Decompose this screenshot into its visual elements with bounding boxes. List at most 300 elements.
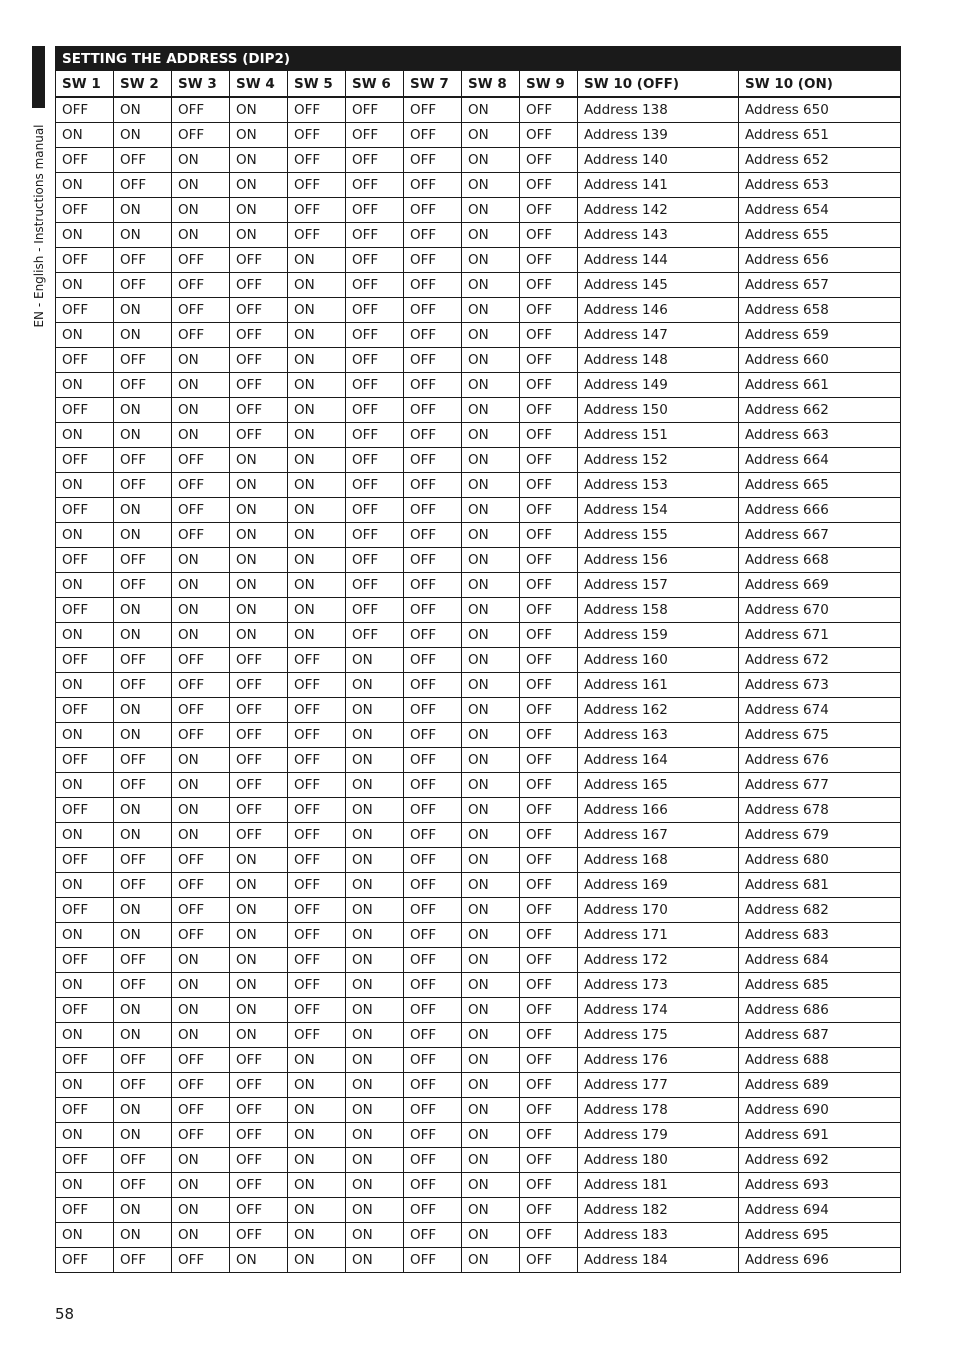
table-cell: Address 156 (578, 548, 739, 573)
table-cell: OFF (520, 948, 578, 973)
table-cell: OFF (172, 698, 230, 723)
table-cell: ON (288, 1198, 346, 1223)
table-cell: OFF (346, 498, 404, 523)
table-cell: OFF (288, 123, 346, 148)
table-cell: ON (346, 1023, 404, 1048)
table-cell: ON (462, 97, 520, 123)
table-cell: OFF (230, 248, 288, 273)
table-cell: ON (288, 573, 346, 598)
table-cell: OFF (520, 1198, 578, 1223)
table-cell: ON (462, 948, 520, 973)
table-cell: Address 687 (739, 1023, 901, 1048)
table-cell: OFF (172, 923, 230, 948)
table-cell: Address 685 (739, 973, 901, 998)
table-cell: Address 675 (739, 723, 901, 748)
table-row (56, 473, 901, 498)
table-cell: OFF (520, 623, 578, 648)
table-row (56, 523, 901, 548)
table-cell: ON (462, 823, 520, 848)
table-row (56, 1148, 901, 1173)
table-cell: ON (172, 198, 230, 223)
table-cell: OFF (404, 623, 462, 648)
table-cell: OFF (56, 548, 114, 573)
table-cell: OFF (230, 798, 288, 823)
table-cell: ON (346, 648, 404, 673)
table-cell: OFF (520, 673, 578, 698)
table-cell: OFF (288, 1023, 346, 1048)
table-cell: OFF (288, 97, 346, 123)
table-cell: OFF (230, 1048, 288, 1073)
table-cell: OFF (230, 348, 288, 373)
table-cell: OFF (172, 523, 230, 548)
table-cell: OFF (404, 248, 462, 273)
table-cell: ON (230, 473, 288, 498)
table-cell: OFF (172, 123, 230, 148)
table-row (56, 1073, 901, 1098)
table-cell: OFF (114, 573, 172, 598)
table-cell: OFF (520, 498, 578, 523)
table-cell: OFF (288, 773, 346, 798)
table-cell: ON (462, 248, 520, 273)
table-cell: OFF (404, 1198, 462, 1223)
table-cell: ON (56, 823, 114, 848)
table-cell: OFF (346, 97, 404, 123)
table-cell: Address 676 (739, 748, 901, 773)
table-cell: OFF (56, 748, 114, 773)
table-row (56, 648, 901, 673)
table-cell: Address 160 (578, 648, 739, 673)
table-cell: ON (462, 773, 520, 798)
table-cell: OFF (404, 323, 462, 348)
table-cell: ON (230, 1248, 288, 1273)
table-cell: OFF (56, 148, 114, 173)
table-cell: OFF (172, 248, 230, 273)
table-cell: Address 150 (578, 398, 739, 423)
table-row (56, 898, 901, 923)
table-cell: ON (346, 823, 404, 848)
table-cell: OFF (346, 373, 404, 398)
table-cell: ON (346, 723, 404, 748)
table-cell: OFF (404, 473, 462, 498)
table-row (56, 448, 901, 473)
table-cell: OFF (172, 1098, 230, 1123)
table-cell: ON (346, 1048, 404, 1073)
table-cell: Address 661 (739, 373, 901, 398)
table-cell: OFF (56, 848, 114, 873)
table-cell: ON (114, 223, 172, 248)
table-cell: ON (288, 1098, 346, 1123)
table-cell: OFF (520, 1048, 578, 1073)
table-cell: OFF (56, 97, 114, 123)
table-cell: OFF (346, 423, 404, 448)
table-cell: OFF (172, 723, 230, 748)
table-cell: OFF (520, 198, 578, 223)
table-cell: ON (462, 848, 520, 873)
table-cell: OFF (520, 1098, 578, 1123)
table-cell: ON (56, 1173, 114, 1198)
table-cell: OFF (288, 973, 346, 998)
table-title: SETTING THE ADDRESS (DIP2) (56, 47, 901, 71)
table-cell: ON (288, 323, 346, 348)
table-cell: Address 162 (578, 698, 739, 723)
table-cell: ON (462, 723, 520, 748)
table-cell: ON (172, 948, 230, 973)
table-cell: Address 663 (739, 423, 901, 448)
table-cell: ON (230, 498, 288, 523)
table-cell: ON (114, 598, 172, 623)
table-row (56, 198, 901, 223)
page-number: 58 (55, 1305, 75, 1323)
table-cell: ON (172, 823, 230, 848)
table-cell: ON (346, 1123, 404, 1148)
table-cell: ON (56, 1073, 114, 1098)
table-cell: ON (346, 773, 404, 798)
table-cell: Address 182 (578, 1198, 739, 1223)
table-cell: ON (462, 798, 520, 823)
table-cell: ON (172, 1148, 230, 1173)
table-cell: ON (288, 623, 346, 648)
table-cell: OFF (288, 798, 346, 823)
table-cell: OFF (114, 948, 172, 973)
table-cell: Address 693 (739, 1173, 901, 1198)
table-row (56, 873, 901, 898)
table-cell: OFF (346, 448, 404, 473)
table-cell: OFF (114, 1073, 172, 1098)
table-cell: ON (230, 948, 288, 973)
table-cell: OFF (404, 498, 462, 523)
table-cell: OFF (230, 1148, 288, 1173)
table-cell: OFF (404, 1173, 462, 1198)
table-row (56, 973, 901, 998)
table-cell: ON (462, 748, 520, 773)
table-cell: Address 669 (739, 573, 901, 598)
table-cell: ON (288, 273, 346, 298)
table-cell: Address 143 (578, 223, 739, 248)
table-row (56, 723, 901, 748)
table-cell: OFF (172, 1048, 230, 1073)
table-cell: Address 652 (739, 148, 901, 173)
table-cell: ON (172, 573, 230, 598)
table-cell: Address 142 (578, 198, 739, 223)
table-cell: ON (114, 1198, 172, 1223)
table-cell: OFF (520, 423, 578, 448)
table-cell: ON (114, 798, 172, 823)
table-cell: OFF (288, 948, 346, 973)
table-cell: ON (56, 673, 114, 698)
table-cell: ON (346, 798, 404, 823)
column-header: SW 5 (288, 71, 346, 98)
table-cell: ON (346, 973, 404, 998)
table-cell: OFF (114, 248, 172, 273)
table-cell: ON (114, 423, 172, 448)
table-cell: OFF (56, 298, 114, 323)
table-cell: OFF (230, 273, 288, 298)
table-cell: Address 183 (578, 1223, 739, 1248)
table-cell: OFF (404, 398, 462, 423)
table-cell: Address 166 (578, 798, 739, 823)
table-cell: OFF (520, 173, 578, 198)
table-cell: Address 689 (739, 1073, 901, 1098)
table-cell: OFF (288, 898, 346, 923)
table-cell: ON (346, 1098, 404, 1123)
table-cell: OFF (346, 348, 404, 373)
table-cell: OFF (404, 123, 462, 148)
table-cell: ON (462, 1073, 520, 1098)
table-cell: ON (114, 698, 172, 723)
table-row (56, 1023, 901, 1048)
table-cell: Address 158 (578, 598, 739, 623)
table-cell: OFF (520, 523, 578, 548)
table-cell: OFF (114, 148, 172, 173)
table-cell: OFF (56, 948, 114, 973)
table-cell: OFF (404, 1073, 462, 1098)
table-cell: ON (462, 573, 520, 598)
column-header-row (56, 71, 901, 98)
table-cell: OFF (230, 648, 288, 673)
table-cell: ON (346, 1148, 404, 1173)
column-header: SW 3 (172, 71, 230, 98)
table-cell: OFF (230, 1223, 288, 1248)
table-cell: ON (56, 1223, 114, 1248)
table-cell: OFF (520, 873, 578, 898)
table-cell: OFF (56, 998, 114, 1023)
table-cell: OFF (520, 123, 578, 148)
table-cell: ON (56, 723, 114, 748)
table-cell: OFF (404, 873, 462, 898)
table-cell: Address 147 (578, 323, 739, 348)
table-cell: OFF (520, 723, 578, 748)
table-cell: ON (462, 1173, 520, 1198)
table-cell: ON (114, 498, 172, 523)
table-cell: ON (56, 423, 114, 448)
table-cell: OFF (520, 1073, 578, 1098)
table-cell: OFF (404, 773, 462, 798)
table-row (56, 848, 901, 873)
table-cell: OFF (56, 498, 114, 523)
table-cell: ON (56, 973, 114, 998)
table-cell: OFF (404, 948, 462, 973)
table-cell: ON (172, 973, 230, 998)
table-cell: ON (114, 1223, 172, 1248)
table-cell: ON (172, 623, 230, 648)
table-cell: OFF (404, 423, 462, 448)
table-cell: Address 694 (739, 1198, 901, 1223)
column-header: SW 10 (OFF) (578, 71, 739, 98)
table-cell: OFF (230, 298, 288, 323)
table-row (56, 423, 901, 448)
table-cell: OFF (114, 848, 172, 873)
table-cell: Address 178 (578, 1098, 739, 1123)
table-cell: Address 665 (739, 473, 901, 498)
table-cell: ON (462, 1148, 520, 1173)
table-cell: OFF (172, 1073, 230, 1098)
table-cell: OFF (520, 398, 578, 423)
table-cell: OFF (172, 97, 230, 123)
table-cell: ON (462, 473, 520, 498)
table-row (56, 923, 901, 948)
table-cell: ON (288, 548, 346, 573)
table-cell: Address 650 (739, 97, 901, 123)
table-cell: ON (288, 523, 346, 548)
table-cell: ON (172, 148, 230, 173)
table-cell: ON (288, 348, 346, 373)
table-row (56, 1098, 901, 1123)
table-cell: ON (114, 898, 172, 923)
table-cell: OFF (114, 773, 172, 798)
table-cell: OFF (230, 773, 288, 798)
table-cell: ON (56, 373, 114, 398)
table-cell: ON (172, 748, 230, 773)
table-cell: OFF (288, 848, 346, 873)
table-cell: Address 654 (739, 198, 901, 223)
table-cell: OFF (288, 748, 346, 773)
table-cell: ON (114, 398, 172, 423)
table-cell: ON (288, 1123, 346, 1148)
table-cell: OFF (172, 448, 230, 473)
column-header: SW 8 (462, 71, 520, 98)
table-cell: Address 155 (578, 523, 739, 548)
table-row (56, 773, 901, 798)
table-cell: ON (462, 1223, 520, 1248)
table-cell: Address 165 (578, 773, 739, 798)
table-cell: ON (462, 923, 520, 948)
table-cell: OFF (288, 998, 346, 1023)
table-row (56, 323, 901, 348)
table-cell: ON (462, 523, 520, 548)
table-row (56, 1223, 901, 1248)
table-cell: Address 170 (578, 898, 739, 923)
table-cell: Address 662 (739, 398, 901, 423)
table-cell: OFF (520, 1023, 578, 1048)
table-cell: ON (56, 123, 114, 148)
table-row (56, 298, 901, 323)
table-row (56, 948, 901, 973)
table-cell: OFF (404, 798, 462, 823)
table-cell: ON (172, 598, 230, 623)
table-cell: OFF (404, 348, 462, 373)
table-cell: OFF (404, 1148, 462, 1173)
table-cell: ON (172, 773, 230, 798)
table-cell: ON (172, 1023, 230, 1048)
table-cell: ON (288, 248, 346, 273)
table-cell: OFF (230, 1198, 288, 1223)
table-cell: OFF (288, 648, 346, 673)
table-cell: OFF (114, 1173, 172, 1198)
table-cell: ON (462, 1048, 520, 1073)
table-cell: OFF (114, 973, 172, 998)
table-cell: Address 138 (578, 97, 739, 123)
table-cell: Address 159 (578, 623, 739, 648)
table-cell: Address 668 (739, 548, 901, 573)
table-row (56, 598, 901, 623)
table-cell: Address 688 (739, 1048, 901, 1073)
table-cell: OFF (172, 323, 230, 348)
table-row (56, 1048, 901, 1073)
table-cell: OFF (114, 448, 172, 473)
table-cell: OFF (404, 1023, 462, 1048)
table-cell: OFF (114, 1248, 172, 1273)
table-row (56, 573, 901, 598)
table-cell: OFF (346, 123, 404, 148)
table-cell: OFF (404, 548, 462, 573)
table-cell: ON (114, 998, 172, 1023)
table-cell: ON (230, 573, 288, 598)
table-cell: ON (172, 423, 230, 448)
table-cell: OFF (520, 473, 578, 498)
table-cell: ON (230, 173, 288, 198)
table-cell: OFF (404, 823, 462, 848)
table-cell: Address 655 (739, 223, 901, 248)
table-cell: ON (230, 523, 288, 548)
table-cell: Address 151 (578, 423, 739, 448)
table-cell: Address 164 (578, 748, 739, 773)
table-cell: OFF (404, 698, 462, 723)
table-cell: OFF (404, 273, 462, 298)
table-cell: Address 172 (578, 948, 739, 973)
table-row (56, 248, 901, 273)
table-cell: ON (462, 1098, 520, 1123)
table-cell: Address 163 (578, 723, 739, 748)
table-cell: ON (56, 773, 114, 798)
table-cell: OFF (172, 848, 230, 873)
table-cell: OFF (404, 898, 462, 923)
table-cell: ON (172, 373, 230, 398)
table-row (56, 1123, 901, 1148)
table-cell: OFF (346, 248, 404, 273)
table-cell: ON (56, 1123, 114, 1148)
table-cell: ON (172, 798, 230, 823)
table-cell: OFF (230, 1173, 288, 1198)
table-row (56, 373, 901, 398)
table-cell: OFF (346, 298, 404, 323)
table-cell: Address 666 (739, 498, 901, 523)
table-cell: ON (230, 548, 288, 573)
table-cell: OFF (172, 898, 230, 923)
table-cell: ON (56, 573, 114, 598)
table-cell: Address 667 (739, 523, 901, 548)
table-cell: OFF (230, 698, 288, 723)
table-cell: ON (462, 273, 520, 298)
table-cell: ON (288, 298, 346, 323)
table-cell: Address 175 (578, 1023, 739, 1048)
table-cell: OFF (404, 748, 462, 773)
table-cell: OFF (404, 573, 462, 598)
table-cell: OFF (230, 1123, 288, 1148)
table-cell: OFF (404, 223, 462, 248)
table-cell: ON (462, 298, 520, 323)
table-cell: OFF (346, 148, 404, 173)
table-cell: ON (172, 348, 230, 373)
column-header: SW 2 (114, 71, 172, 98)
column-header: SW 1 (56, 71, 114, 98)
table-cell: Address 180 (578, 1148, 739, 1173)
table-cell: OFF (172, 298, 230, 323)
table-cell: ON (462, 698, 520, 723)
table-cell: OFF (520, 373, 578, 398)
table-cell: OFF (114, 1048, 172, 1073)
table-cell: OFF (172, 1248, 230, 1273)
table-cell: OFF (404, 1123, 462, 1148)
table-cell: OFF (230, 323, 288, 348)
table-cell: Address 678 (739, 798, 901, 823)
table-cell: ON (56, 173, 114, 198)
table-cell: ON (230, 97, 288, 123)
table-cell: OFF (230, 723, 288, 748)
table-cell: Address 656 (739, 248, 901, 273)
table-cell: ON (346, 848, 404, 873)
table-cell: ON (114, 1123, 172, 1148)
table-cell: OFF (114, 673, 172, 698)
